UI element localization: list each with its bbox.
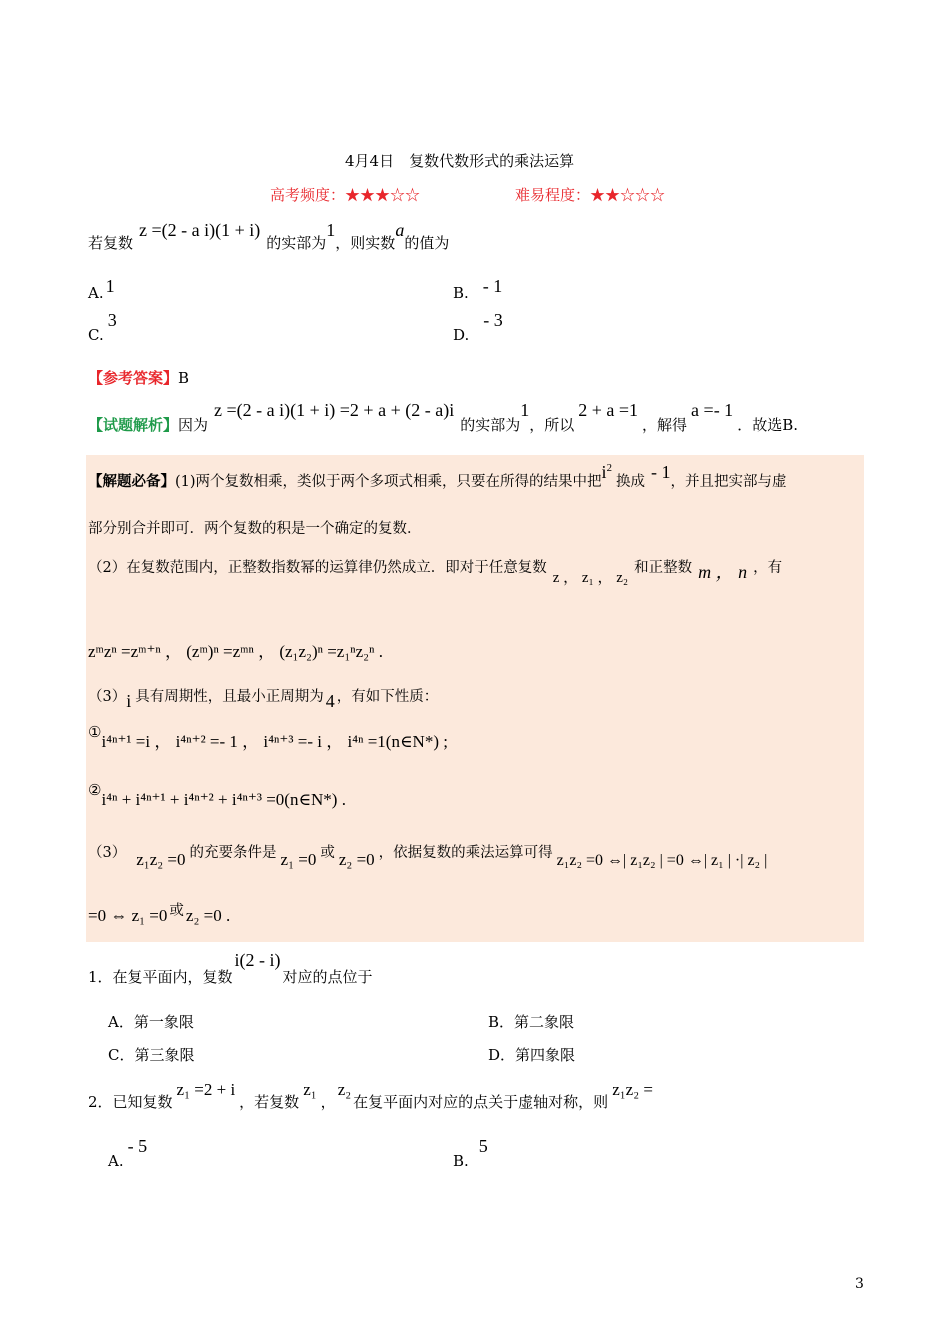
- option-label: B.: [453, 284, 469, 302]
- difficulty-label: 难易程度：: [515, 186, 591, 204]
- question-formula: z₁z₂ =: [612, 1080, 653, 1099]
- option-value: 5: [478, 1136, 488, 1156]
- question-1: [88, 950, 373, 986]
- tip-text: 具有周期性，且最小正周期为: [135, 689, 324, 705]
- question-text: 在复平面内对应的点关于虚轴对称，则: [353, 1093, 609, 1111]
- tip-vars: z ， z₁ ， z₂: [552, 570, 629, 586]
- page-title: 4月4日 复数代数形式的乘法运算: [345, 152, 575, 170]
- tip-text: ，依据复数的乘法运算可得: [378, 845, 553, 861]
- question-mid2: ，则实数: [335, 234, 396, 252]
- tip-p2-line1: [88, 556, 783, 586]
- circled-one: ①: [88, 723, 102, 741]
- tip-formula: =0 ⇔ z₁ =0: [88, 906, 168, 925]
- tip-tag: 【解题必备】: [88, 473, 175, 490]
- tip-p4-line1: [88, 842, 768, 869]
- question-variable: a: [395, 220, 405, 240]
- tip-p3-property1: [88, 722, 448, 751]
- tip-formula: z₁ =0: [280, 850, 317, 869]
- answer-value: B: [178, 369, 190, 387]
- option-c: [88, 310, 117, 344]
- option-label: D.: [453, 326, 470, 344]
- analysis-value: 1: [520, 400, 530, 420]
- page-number: 3: [855, 1276, 864, 1292]
- i-exponent: 2: [606, 462, 612, 474]
- analysis: [88, 400, 798, 434]
- q1-option-c: [108, 1046, 195, 1064]
- question-formula: z₂: [337, 1080, 352, 1099]
- question-text: 对应的点位于: [282, 968, 373, 986]
- tip-formula: z₁z₂ =0 ⇔| z₁z₂ | =0 ⇔| z₁ | ·| z₂ |: [556, 852, 768, 869]
- option-d: [453, 310, 503, 344]
- reference-answer: [88, 369, 189, 387]
- q2-option-a: [108, 1136, 148, 1170]
- question-formula: z =(2 - a i)(1 + i): [139, 220, 261, 240]
- tip-formula: z₂ =0 .: [185, 906, 231, 925]
- i-symbol: i: [601, 462, 607, 482]
- tip-p3-property2: [88, 780, 346, 809]
- analysis-mid2: ，所以: [529, 416, 575, 434]
- tip-text: 或: [320, 845, 335, 861]
- option-value: - 5: [127, 1136, 148, 1156]
- analysis-eq2: a =- 1: [691, 400, 734, 420]
- tip-period: 4: [325, 691, 335, 711]
- analysis-formula: z =(2 - a i)(1 + i) =2 + a + (2 - a)i: [214, 400, 455, 420]
- q1-option-d: [488, 1046, 575, 1064]
- tip-formula: z₁z₂ =0: [136, 850, 186, 869]
- tip-i-squared: [602, 462, 612, 482]
- tip-p2-formula: zᵐzⁿ =zᵐ⁺ⁿ ， (zᵐ)ⁿ =zᵐⁿ ， (z₁z₂)ⁿ =z₁ⁿz₂ⁿ .: [88, 642, 383, 661]
- option-label: C.: [88, 326, 104, 344]
- tip-text: ，有: [753, 560, 783, 576]
- tip-text: ，并且把实部与虚: [670, 474, 787, 490]
- question-text: 2．已知复数: [88, 1093, 173, 1111]
- question-mid: 的实部为: [266, 234, 327, 252]
- option-value: 3: [107, 310, 117, 330]
- question-text: ，若复数: [239, 1093, 300, 1111]
- tip-formula: z₂ =0: [338, 850, 375, 869]
- tip-text: （2）在复数范围内，正整数指数幂的运算律仍然成立．即对于任意复数: [88, 560, 547, 576]
- tip-i: i: [126, 691, 132, 711]
- q2-option-b: [453, 1136, 488, 1170]
- option-label: A.: [88, 284, 104, 302]
- q1-option-a: [108, 1013, 194, 1031]
- question-2: [88, 1080, 653, 1111]
- frequency-stars: ★★★☆☆: [345, 186, 421, 204]
- difficulty-rating: [515, 186, 665, 204]
- tip-text: （3）: [88, 845, 127, 861]
- option-value: - 3: [483, 310, 503, 330]
- option-value: 第三象限: [134, 1046, 195, 1064]
- question-prefix: 若复数: [88, 234, 134, 252]
- analysis-prefix: 因为: [178, 416, 209, 434]
- analysis-mid3: ，解得: [642, 416, 688, 434]
- option-label: C．: [108, 1046, 135, 1064]
- option-label: B．: [488, 1013, 515, 1031]
- tip-text: 换成: [615, 474, 645, 490]
- tip-formula: i⁴ⁿ + i⁴ⁿ⁺¹ + i⁴ⁿ⁺² + i⁴ⁿ⁺³ =0(n∈N*) .: [101, 790, 346, 809]
- question-formula: i(2 - i): [234, 950, 281, 970]
- tip-p3-line1: [88, 685, 439, 711]
- analysis-eq1: 2 + a =1: [578, 400, 639, 420]
- frequency-label: 高考频度：: [270, 186, 346, 204]
- tip-neg-one: - 1: [650, 462, 671, 482]
- option-value: 1: [105, 276, 115, 296]
- difficulty-stars: ★★☆☆☆: [590, 186, 666, 204]
- option-value: 第二象限: [514, 1013, 575, 1031]
- question-formula: z₁ =2 + i: [176, 1080, 236, 1099]
- question-text: 1．在复平面内，复数: [88, 968, 233, 986]
- question-suffix: 的值为: [404, 234, 450, 252]
- analysis-suffix: ．故选B.: [737, 416, 798, 434]
- tip-mn: m ， n: [698, 562, 748, 582]
- option-value: 第一象限: [133, 1013, 194, 1031]
- example-question: [88, 220, 450, 252]
- option-label: B.: [453, 1152, 469, 1170]
- analysis-mid: 的实部为: [460, 416, 521, 434]
- option-a: [88, 276, 115, 302]
- tip-p4-line2: [88, 900, 231, 925]
- tip-p1-line2: 部分别合并即可．两个复数的积是一个确定的复数．: [88, 521, 422, 537]
- option-label: A.: [108, 1152, 124, 1170]
- option-label: A．: [108, 1013, 134, 1031]
- tip-text: ，有如下性质：: [336, 689, 439, 705]
- tip-text: 和正整数: [634, 560, 693, 576]
- option-value: - 1: [482, 276, 503, 296]
- circled-two: ②: [88, 781, 102, 799]
- option-value: 第四象限: [515, 1046, 576, 1064]
- tip-text: (1)两个复数相乘，类似于两个多项式相乘，只要在所得的结果中把: [175, 474, 602, 490]
- option-b: [453, 276, 503, 302]
- frequency-rating: [270, 186, 420, 204]
- answer-tag: 【参考答案】: [88, 369, 179, 387]
- analysis-tag: 【试题解析】: [88, 416, 179, 434]
- question-text: ，: [320, 1093, 336, 1111]
- q1-option-b: [488, 1013, 574, 1031]
- tip-formula: i⁴ⁿ⁺¹ =i ， i⁴ⁿ⁺² =- 1 ， i⁴ⁿ⁺³ =- i ， i⁴ⁿ =1(n∈N*) ;: [101, 732, 448, 751]
- tip-text: 的充要条件是: [189, 845, 277, 861]
- tip-text: （3）: [88, 689, 127, 705]
- tip-text: 或: [169, 903, 184, 919]
- option-label: D．: [488, 1046, 516, 1064]
- question-formula: z₁: [303, 1080, 317, 1099]
- tip-p1-line1: [88, 462, 787, 490]
- question-value: 1: [326, 220, 336, 240]
